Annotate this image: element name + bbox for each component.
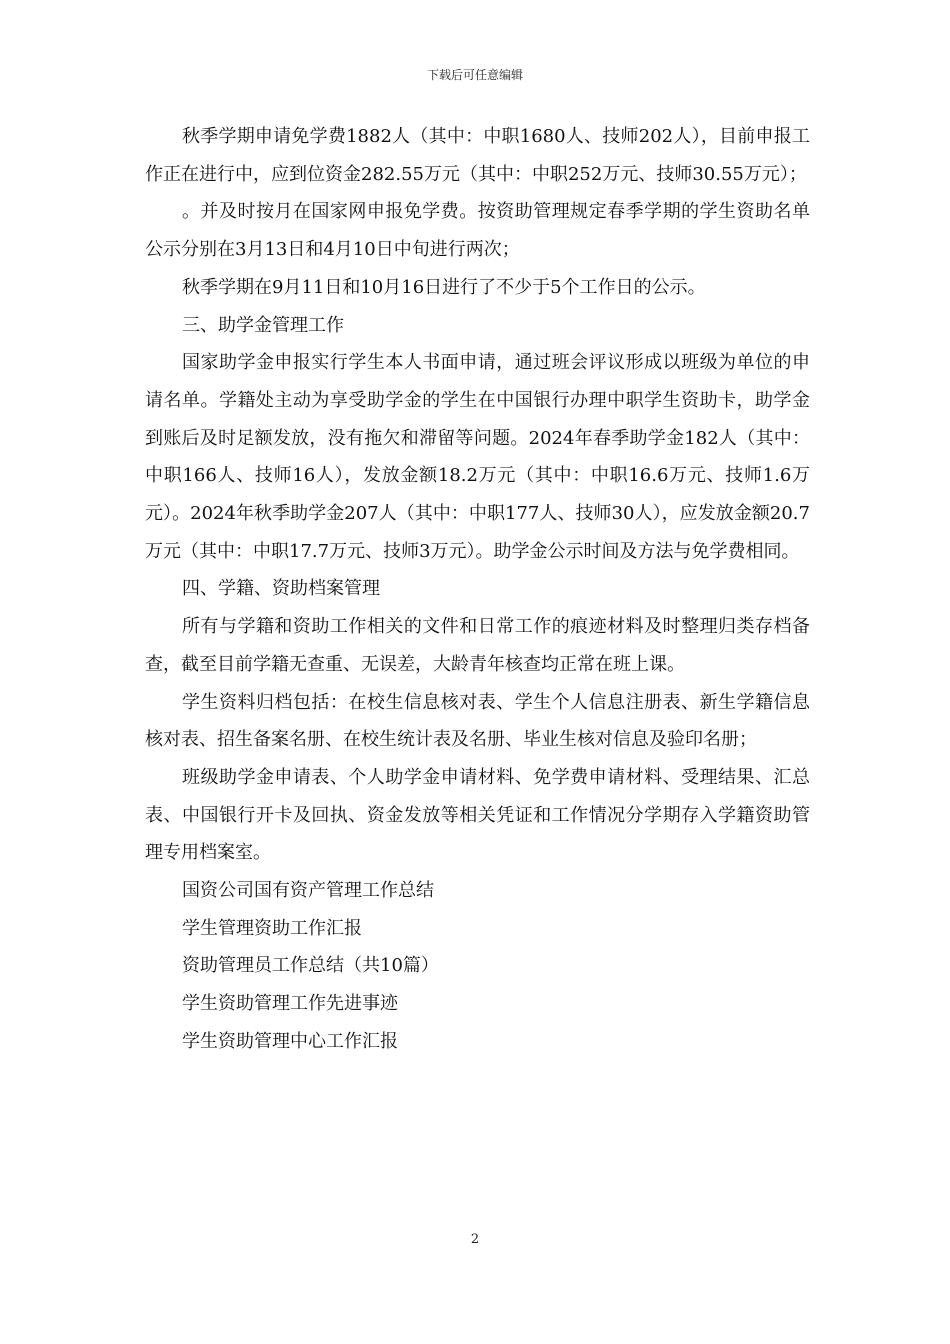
related-link-4: 学生资助管理工作先进事迹 xyxy=(182,993,398,1015)
section-heading-grants: 三、助学金管理工作 xyxy=(182,314,344,336)
page-number: 2 xyxy=(470,1232,480,1247)
paragraph-publicity-spring: 。并及时按月在国家网申报免学费。按资助管理规定春季学期的学生资助名单公示分别在3月13日和4月10日中旬进行两次； xyxy=(145,201,810,261)
paragraph-grant-management: 国家助学金申报实行学生本人书面申请，通过班会评议形成以班级为单位的申请名单。学籍处主动为享受助学金的学生在中国银行办理中职学生资助卡，助学金到账后及时足额发放，没有拖欠和滞留等问题。2024年春季助学金182人（其中：中职166人、技师16人），发放金额18.2万元（其中：中职16.6万元、技师1.6万元）。2024年秋季助学金207人（其中：中职177人、技师30人），应发放金额20.7万元（其中：中职17.7万元、技师3万元）。助学金公示时间及方法与免学费相同。 xyxy=(145,352,810,562)
paragraph-publicity-autumn: 秋季学期在9月11日和10月16日进行了不少于5个工作日的公示。 xyxy=(182,276,706,298)
page-header-note: 下载后可任意编辑 xyxy=(426,68,523,82)
related-link-2: 学生管理资助工作汇报 xyxy=(182,917,362,939)
paragraph-autumn-tuition-exemption: 秋季学期申请免学费1882人（其中：中职1680人、技师202人），目前申报工作正在进行中，应到位资金282.55万元（其中：中职252万元、技师30.55万元）； xyxy=(145,126,810,185)
related-link-5: 学生资助管理中心工作汇报 xyxy=(182,1030,398,1052)
paragraph-archive-materials: 所有与学籍和资助工作相关的文件和日常工作的痕迹材料及时整理归类存档备查，截至目前学籍无查重、无误差，大龄青年核查均正常在班上课。 xyxy=(145,616,810,675)
section-heading-archives: 四、学籍、资助档案管理 xyxy=(182,578,380,600)
document-body xyxy=(145,118,810,1061)
related-link-1: 国资公司国有资产管理工作总结 xyxy=(182,880,434,902)
paragraph-student-records: 学生资料归档包括：在校生信息核对表、学生个人信息注册表、新生学籍信息核对表、招生备案名册、在校生统计表及名册、毕业生核对信息及验印名册； xyxy=(145,691,810,751)
paragraph-grant-records: 班级助学金申请表、个人助学金申请材料、免学费申请材料、受理结果、汇总表、中国银行开卡及回执、资金发放等相关凭证和工作情况分学期存入学籍资助管理专用档案室。 xyxy=(145,766,810,864)
related-link-3: 资助管理员工作总结（共10篇） xyxy=(182,955,439,977)
